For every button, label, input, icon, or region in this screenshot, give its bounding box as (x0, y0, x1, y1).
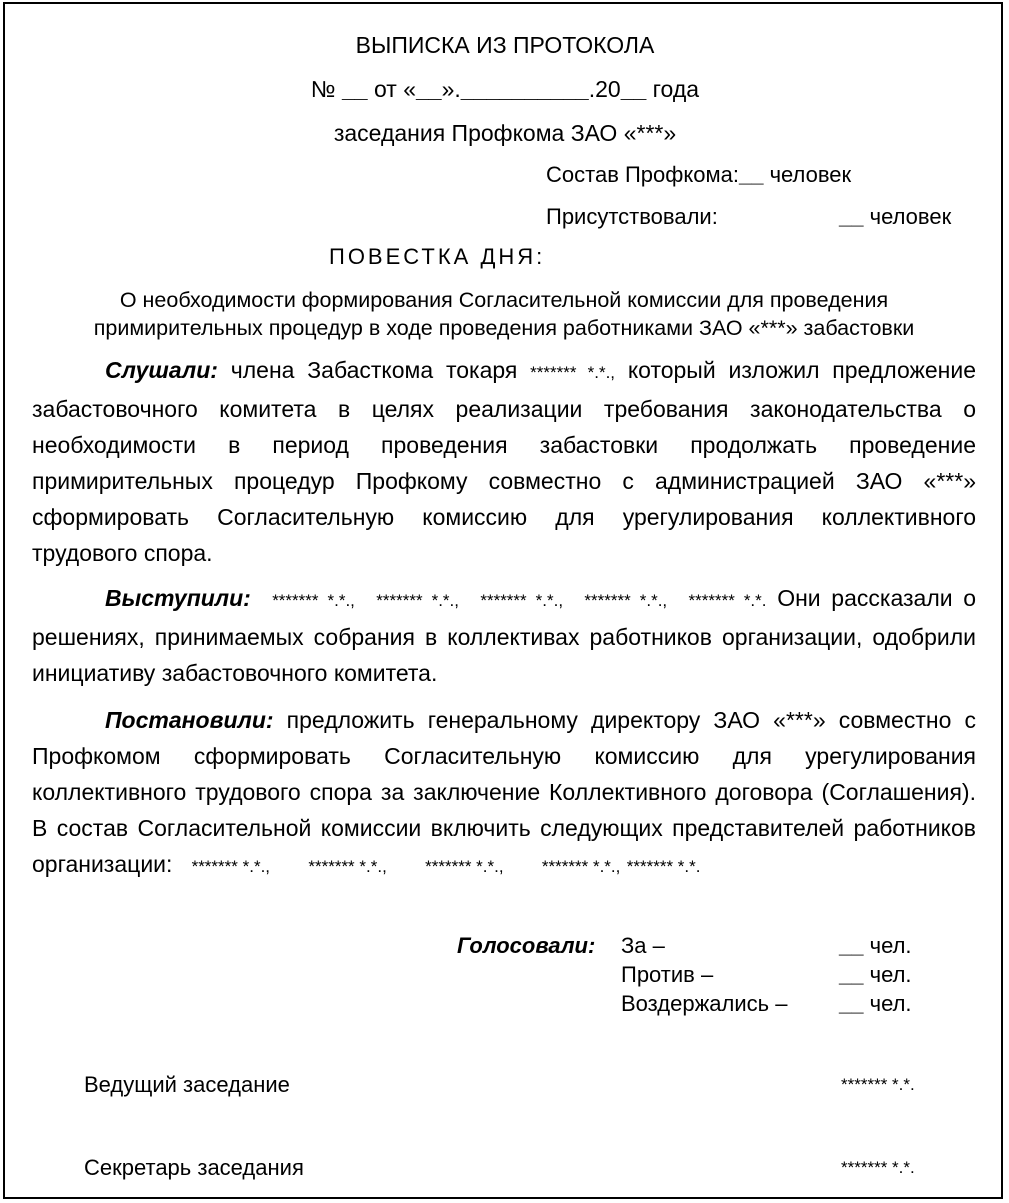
spoke-label: Выступили: (105, 585, 251, 611)
date-prefix: от « (373, 76, 416, 102)
day-close: ». (441, 76, 461, 102)
heard-text-after: который изложил предложение забастовочного комитета в целях реализации требования законодательства о необходимости в период проведения забастовки продолжать проведение примирительных процедур Профкому совместно с администрацией ЗАО «***» сформировать Согласительную комиссию для урегулирования коллективного трудового спора. (32, 357, 976, 566)
number-blank: __ (342, 76, 368, 102)
voting-label-text: Голосовали: (457, 933, 596, 958)
vote-row-abstained (621, 990, 787, 1018)
resolved-paragraph (32, 702, 976, 885)
resolved-name: ******* *.*. (626, 857, 701, 876)
agenda-line-2: примирительных процедур в ходе проведения работниками ЗАО «***» забастовки (93, 316, 915, 340)
document-subtitle (5, 119, 1005, 147)
vote-count-against (839, 961, 912, 989)
vote-option: Против – (621, 962, 714, 987)
signature-role-secretary (84, 1154, 304, 1182)
resolved-name: ******* *.*., (425, 857, 504, 876)
spoke-paragraph (32, 580, 976, 691)
resolved-label: Постановили: (105, 707, 274, 733)
present-count-line (839, 203, 951, 231)
composition-line (546, 161, 851, 189)
vote-count-abstained (839, 990, 912, 1018)
subtitle-text: заседания Профкома ЗАО «***» (333, 120, 677, 146)
title-text: ВЫПИСКА ИЗ ПРОТОКОЛА (355, 32, 655, 58)
signature-name-chair (841, 1071, 915, 1099)
protocol-number-line (5, 75, 1005, 103)
spoke-name: ******* *.*., (584, 591, 668, 610)
vote-option: За – (621, 933, 665, 958)
composition-unit: человек (769, 162, 852, 187)
signature-role-chair (84, 1071, 290, 1099)
agenda-line-1: О необходимости формирования Согласительной комиссии для проведения (119, 288, 889, 312)
spoke-name: ******* *.*., (376, 591, 459, 610)
agenda-title-text: ПОВЕСТКА ДНЯ: (329, 244, 546, 269)
signature-name: ******* *.*. (841, 1158, 915, 1177)
spoke-name: ******* *.*. (688, 591, 767, 610)
heard-paragraph (32, 352, 976, 571)
present-blank: __ (839, 204, 864, 229)
agenda-text (32, 286, 976, 342)
present-label-line (546, 203, 718, 231)
heard-label: Слушали: (105, 357, 218, 383)
composition-label: Состав Профкома: (546, 162, 739, 187)
vote-unit: чел. (869, 933, 912, 958)
spoke-name: ******* *.*., (480, 591, 564, 610)
number-sign: № (310, 76, 336, 102)
vote-unit: чел. (869, 991, 912, 1016)
signature-role: Секретарь заседания (84, 1155, 304, 1180)
vote-blank: __ (839, 991, 864, 1016)
resolved-text: предложить генеральному директору ЗАО «***» совместно с Профкомом сформировать Согласительную комиссию для урегулирования коллективного трудового спора за заключение Коллективного договора (Соглашения). В состав Согласительной комиссии включить следующих представителей работников организации: (32, 707, 976, 877)
year-prefix: .20 (588, 76, 621, 102)
present-label: Присутствовали: (546, 204, 718, 229)
vote-blank: __ (839, 962, 864, 987)
signature-name: ******* *.*. (841, 1075, 915, 1094)
month-blank: __________ (460, 76, 589, 102)
voting-label (457, 932, 595, 960)
vote-count-for (839, 932, 912, 960)
signature-role: Ведущий заседание (84, 1072, 290, 1097)
agenda-title (329, 243, 545, 271)
resolved-name: ******* *.*., (191, 857, 271, 876)
document-frame (3, 2, 1003, 1199)
composition-blank: __ (738, 162, 764, 187)
resolved-name: ******* *.*., (541, 857, 621, 876)
vote-option: Воздержались – (621, 991, 788, 1016)
year-blank: __ (620, 76, 647, 102)
vote-unit: чел. (869, 962, 912, 987)
signature-name-secretary (841, 1154, 915, 1182)
vote-row-against (621, 961, 713, 989)
present-unit: человек (869, 204, 952, 229)
vote-blank: __ (839, 933, 864, 958)
spoke-name: ******* *.*., (272, 591, 355, 610)
heard-name: ******* *.*., (530, 363, 616, 382)
vote-row-for (621, 932, 665, 960)
date-suffix: года (652, 76, 700, 102)
heard-text-before: члена Забасткома токаря (230, 357, 518, 383)
spoke-text: Они рассказали о решениях, принимаемых собрания в коллективах работников организации, одобрили инициативу забастовочного комитета. (32, 585, 977, 686)
resolved-name: ******* *.*., (308, 857, 387, 876)
day-blank: __ (416, 76, 442, 102)
document-title (5, 31, 1005, 59)
